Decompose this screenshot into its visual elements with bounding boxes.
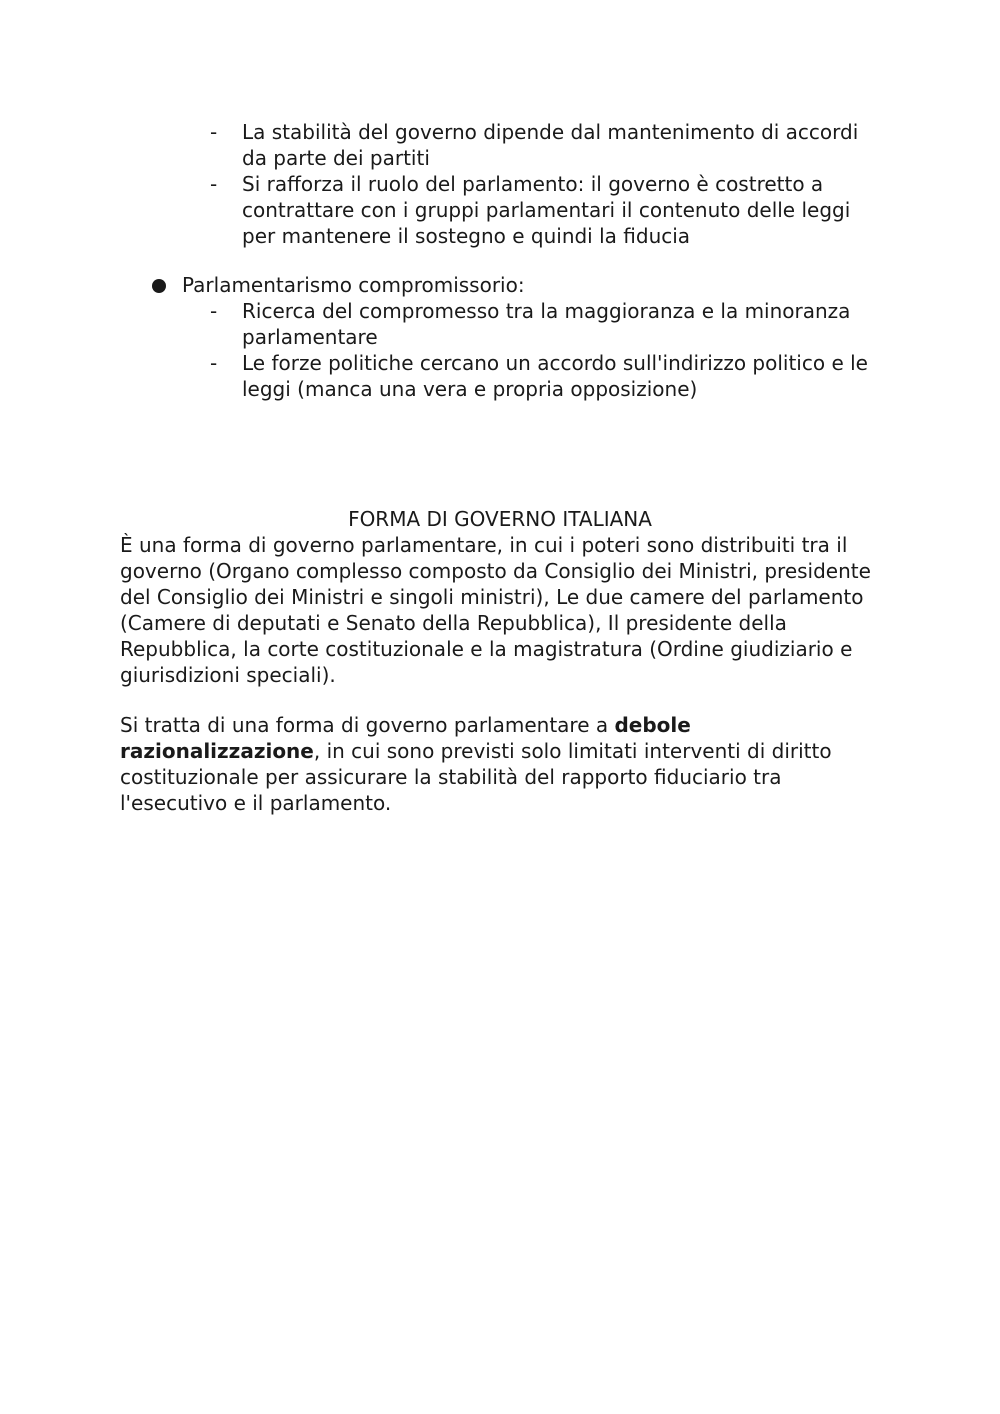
- list-item-text: La stabilità del governo dipende dal mantenimento di accordi da parte dei partiti: [242, 120, 859, 170]
- list-item: [210, 171, 870, 249]
- list-item-text: Ricerca del compromesso tra la maggioranza e la minoranza parlamentare: [242, 299, 851, 349]
- list-item: [210, 298, 870, 350]
- bold-term: debole razionalizzazione: [120, 713, 691, 763]
- paragraph-rest: , in cui sono previsti solo limitati interventi di diritto costituzionale per assicurare la stabilità del rapporto fiduciario tra l'esecutivo e il parlamento.: [120, 739, 832, 815]
- paragraph-intro: Si tratta di una forma di governo parlamentare a: [120, 713, 615, 737]
- bullet-dot-icon: [152, 279, 166, 293]
- list-item-text: Le forze politiche cercano un accordo sull'indirizzo politico e le leggi (manca una vera e propria opposizione): [242, 351, 868, 401]
- list-item: [210, 350, 870, 402]
- dash-marker: -: [210, 299, 218, 323]
- paragraph-razionalizzazione: [120, 712, 880, 816]
- list-item-text: Si rafforza il ruolo del parlamento: il governo è costretto a contrattare con i gruppi parlamentari il contenuto delle leggi per mantenere il sostegno e quindi la fiducia: [242, 172, 851, 248]
- bullet-label: Parlamentarismo compromissorio:: [182, 273, 525, 297]
- dash-marker: -: [210, 351, 218, 375]
- bullet-item-parlamentarismo: [152, 272, 525, 298]
- section-heading: FORMA DI GOVERNO ITALIANA: [348, 507, 652, 531]
- list-item: [210, 119, 870, 171]
- dash-list-compromissorio: [210, 298, 870, 402]
- paragraph-forma-governo: È una forma di governo parlamentare, in cui i poteri sono distribuiti tra il governo (Organo complesso composto da Consiglio dei Ministri, presidente del Consiglio dei Ministri e singoli ministri), Le due camere del parlamento (Camere di deputati e Senato della Repubblica), Il presidente della Repubblica, la corte costituzionale e la magistratura (Ordine giudiziario e giurisdizioni speciali).: [120, 533, 871, 687]
- dash-marker: -: [210, 172, 218, 196]
- dash-list-governo: [210, 119, 870, 249]
- dash-marker: -: [210, 120, 218, 144]
